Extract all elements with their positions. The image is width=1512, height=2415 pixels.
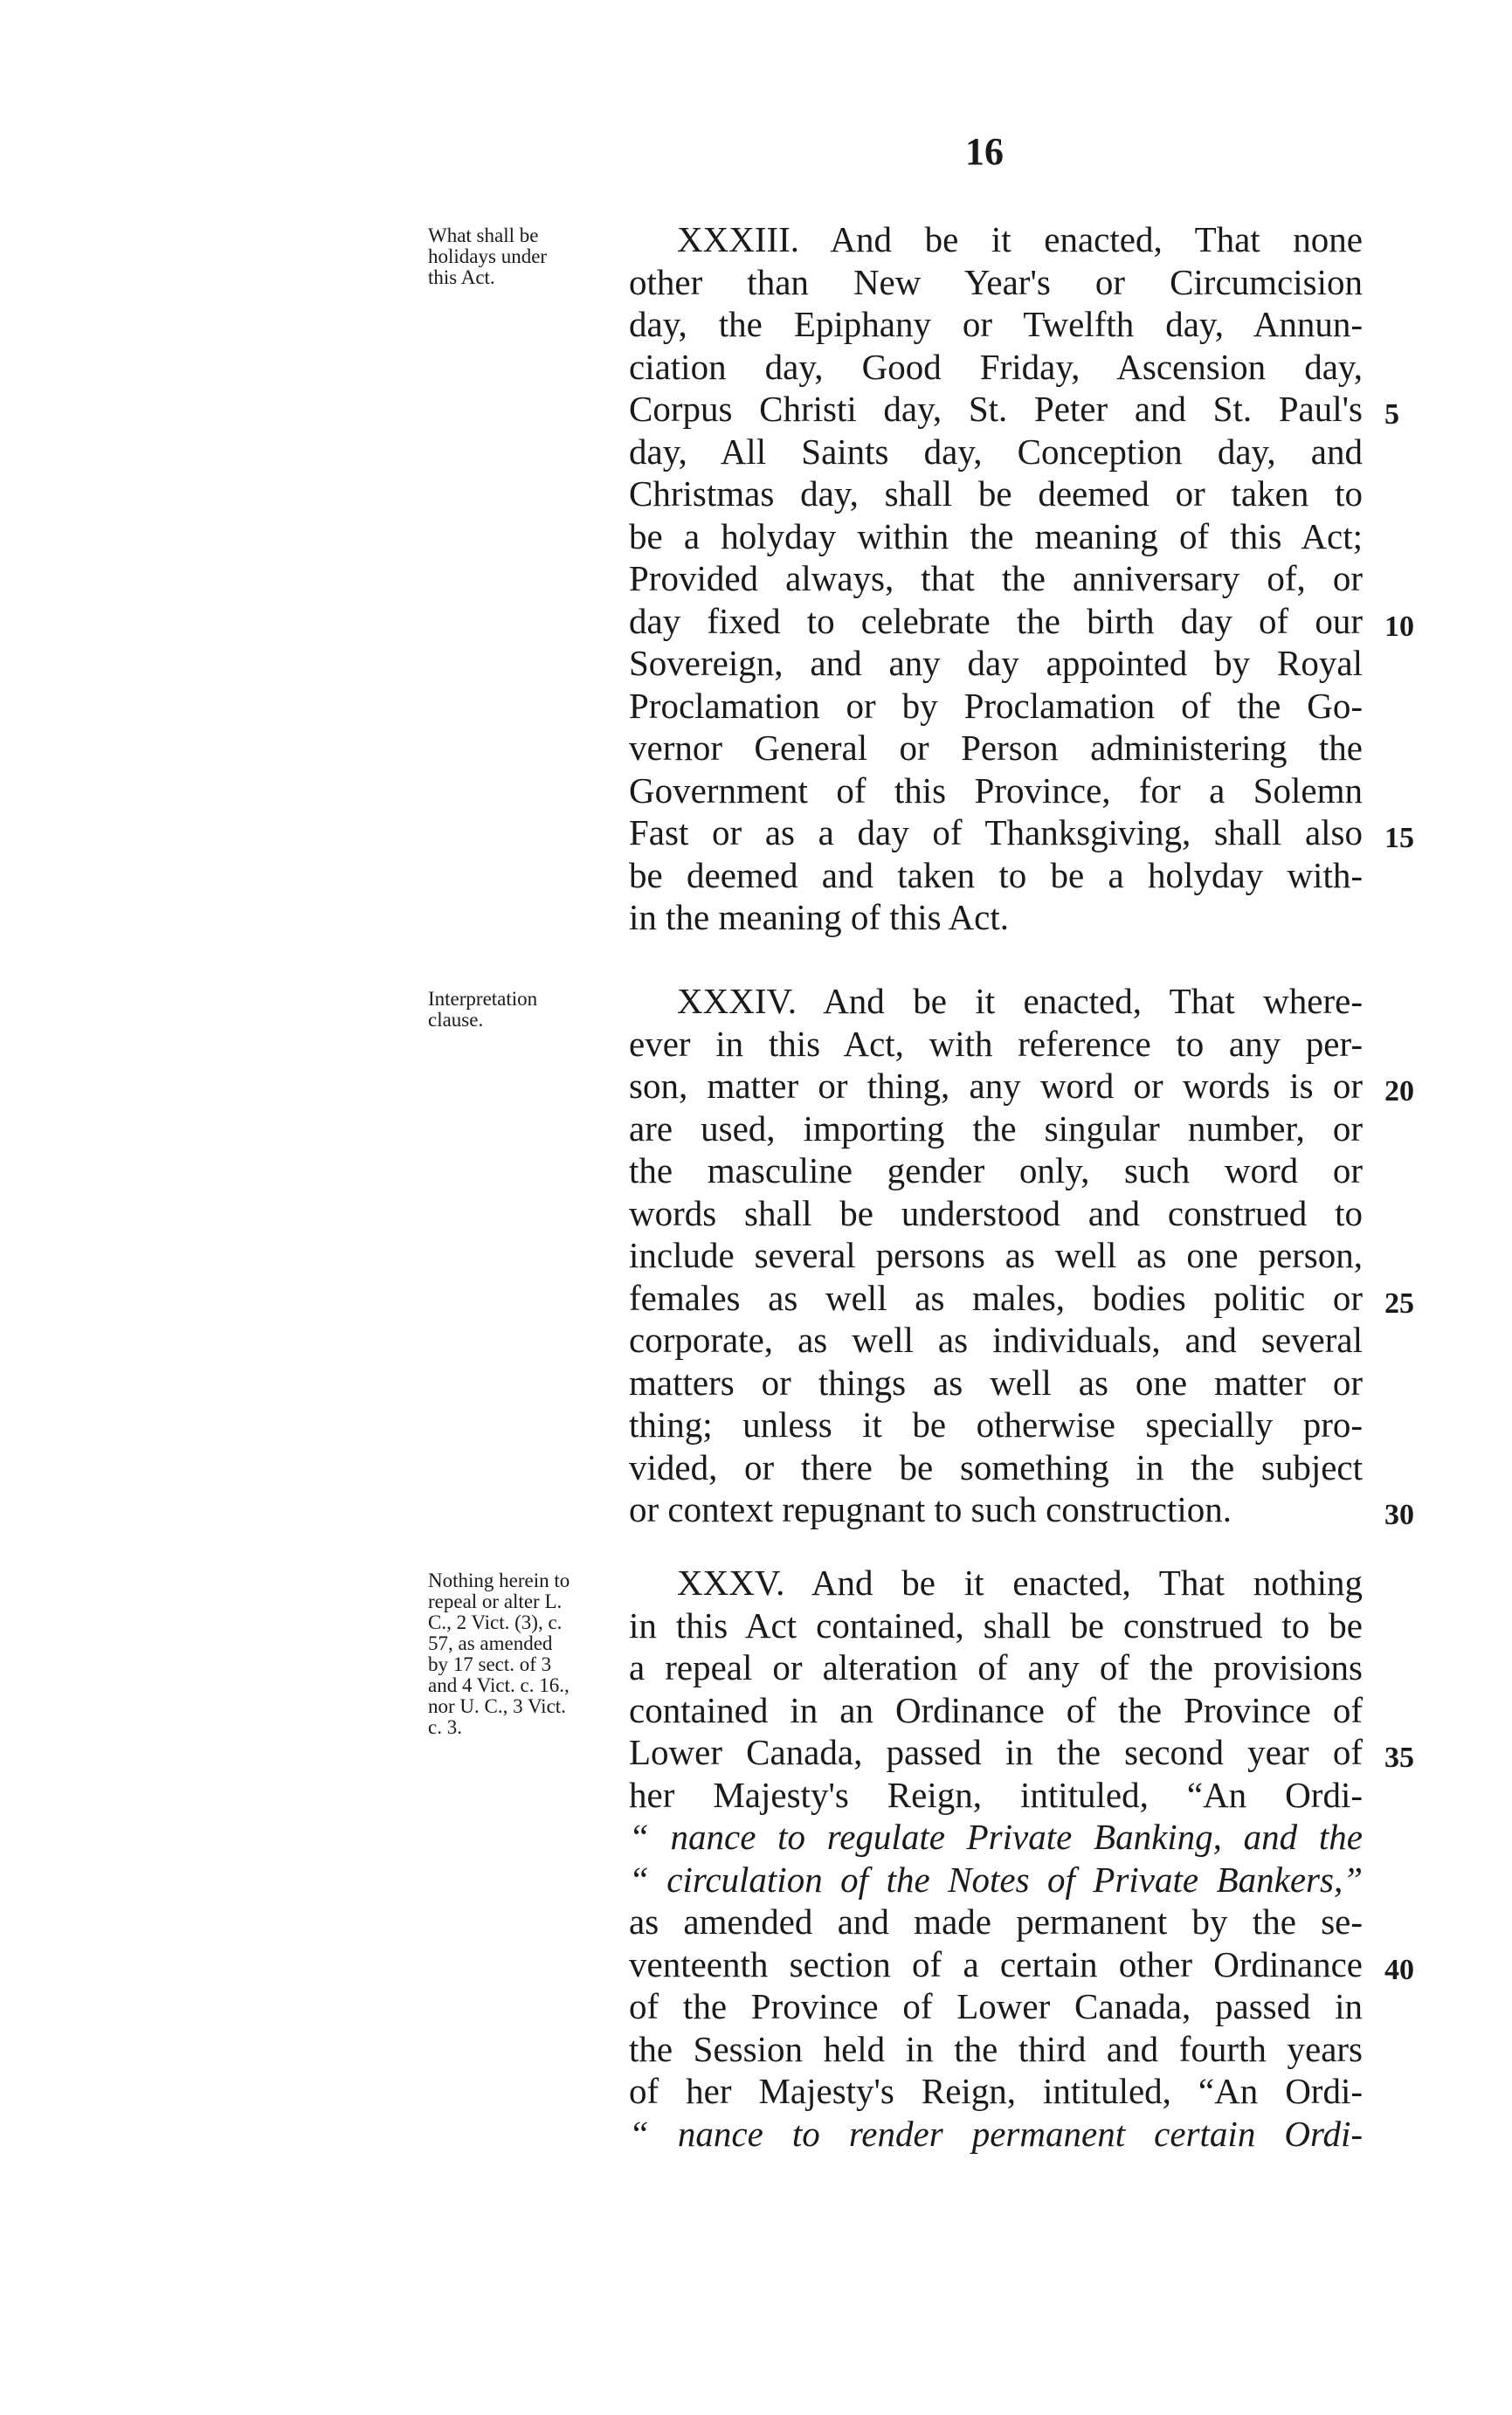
- text-line: of her Majesty's Reign, intituled, “An Ordi-: [629, 2071, 1363, 2111]
- text-line: Fast or as a day of Thanksgiving, shall also: [629, 812, 1363, 852]
- text-line: Government of this Province, for a Solemn: [629, 769, 1363, 811]
- text-line: other than New Year's or Circumcision: [629, 261, 1363, 302]
- text-line: contained in an Ordinance of the Province of: [629, 1689, 1363, 1730]
- text-line: ciation day, Good Friday, Ascension day,: [629, 346, 1363, 387]
- text-line: are used, importing the singular number, or: [629, 1107, 1363, 1149]
- text-line: the masculine gender only, such word or: [629, 1150, 1363, 1190]
- text-line: venteenth section of a certain other Ordinance: [629, 1943, 1363, 1984]
- text-line: XXXIV. And be it enacted, That where-: [677, 981, 1363, 1021]
- text-line: XXXIII. And be it enacted, That none: [677, 219, 1363, 259]
- line-number: 15: [1384, 822, 1414, 854]
- text-line: include several persons as well as one person,: [629, 1235, 1363, 1275]
- text-line: “ circulation of the Notes of Private Bankers,”: [629, 1859, 1363, 1900]
- text-line: a repeal or alteration of any of the provisions: [629, 1647, 1363, 1687]
- line-number: 5: [1384, 398, 1399, 431]
- text-line: day, the Epiphany or Twelfth day, Annun-: [629, 304, 1363, 344]
- text-line: words shall be understood and construed to: [629, 1192, 1363, 1233]
- line-number: 40: [1384, 1954, 1414, 1986]
- page-number: 16: [965, 130, 1004, 173]
- text-line: vided, or there be something in the subject: [629, 1446, 1363, 1487]
- text-line: Sovereign, and any day appointed by Royal: [629, 643, 1363, 683]
- text-line: in the meaning of this Act.: [629, 897, 1009, 937]
- text-line: matters or things as well as one matter or: [629, 1362, 1363, 1403]
- text-line: “ nance to regulate Private Banking, and the: [629, 1817, 1363, 1857]
- text-line: Lower Canada, passed in the second year of: [629, 1732, 1363, 1772]
- text-line: Corpus Christi day, St. Peter and St. Paul's: [629, 389, 1363, 429]
- text-line: or context repugnant to such construction.: [629, 1489, 1232, 1529]
- text-line: day fixed to celebrate the birth day of our: [629, 600, 1363, 641]
- line-number: 20: [1384, 1075, 1414, 1107]
- text-line: Christmas day, shall be deemed or taken to: [629, 473, 1363, 514]
- text-line: females as well as males, bodies politic or: [629, 1277, 1363, 1318]
- line-number: 30: [1384, 1499, 1414, 1531]
- text-line: Provided always, that the anniversary of, or: [629, 558, 1363, 598]
- section-text: [629, 980, 1363, 1531]
- line-number: 10: [1384, 611, 1414, 643]
- text-line: day, All Saints day, Conception day, and: [629, 431, 1363, 472]
- text-line: thing; unless it be otherwise specially pro-: [629, 1404, 1363, 1445]
- text-line: as amended and made permanent by the se-: [629, 1901, 1363, 1942]
- text-line: “ nance to render permanent certain Ordi-: [629, 2113, 1363, 2154]
- section-text: [629, 1562, 1363, 2155]
- text-line: be a holyday within the meaning of this Act;: [629, 515, 1363, 556]
- section-text: [629, 218, 1363, 939]
- text-line: XXXV. And be it enacted, That nothing: [677, 1563, 1363, 1603]
- text-line: son, matter or thing, any word or words is or: [629, 1066, 1363, 1106]
- text-line: vernor General or Person administering the: [629, 728, 1363, 768]
- text-line: the Session held in the third and fourth years: [629, 2028, 1363, 2069]
- margin-note: Nothing herein to repeal or alter L. C., 2 Vict. (3), c. 57, as amended by 17 sect. of 3 and 4 Vict. c. 16., nor U. C., 3 Vict. c. 3.: [428, 1570, 570, 1738]
- text-line: in this Act contained, shall be construed to be: [629, 1604, 1363, 1646]
- text-line: ever in this Act, with reference to any per-: [629, 1023, 1363, 1064]
- text-line: be deemed and taken to be a holyday with-: [629, 854, 1363, 895]
- margin-note: What shall be holidays under this Act.: [428, 224, 548, 288]
- margin-note: Interpretation clause.: [428, 988, 538, 1031]
- text-line: of the Province of Lower Canada, passed in: [629, 1986, 1363, 2026]
- line-number: 35: [1384, 1742, 1414, 1774]
- text-line: her Majesty's Reign, intituled, “An Ordi-: [629, 1774, 1363, 1815]
- line-number: 25: [1384, 1287, 1414, 1320]
- text-line: Proclamation or by Proclamation of the Go-: [629, 685, 1363, 726]
- text-line: corporate, as well as individuals, and several: [629, 1320, 1363, 1360]
